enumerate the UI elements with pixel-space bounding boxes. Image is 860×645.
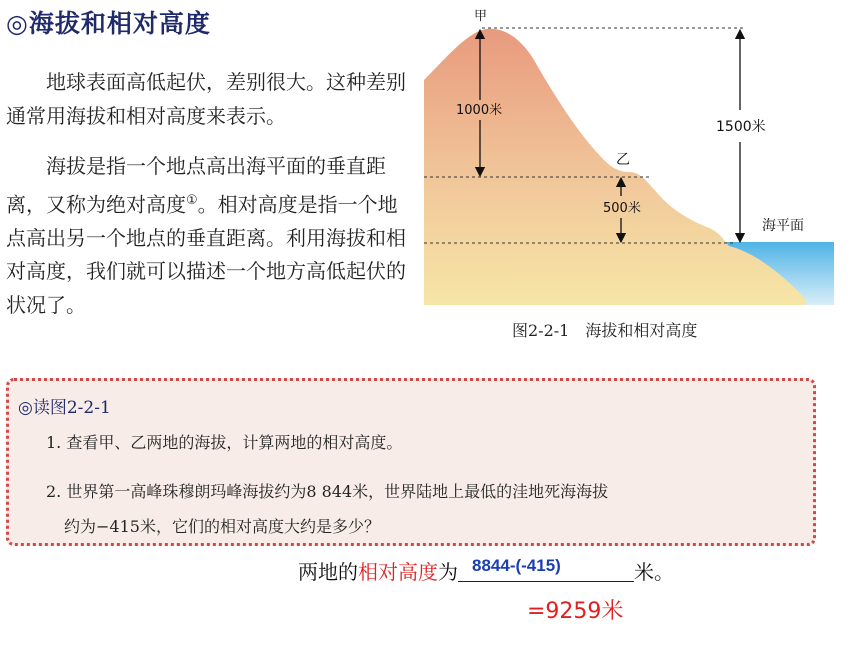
paragraph-1-text: 地球表面高低起伏，差别很大。这种差别通常用海拔和相对高度来表示。: [6, 70, 406, 128]
label-yi: 乙: [616, 152, 630, 168]
label-500: 500米: [603, 201, 641, 216]
footnote-mark: ①: [186, 192, 198, 208]
answer-sentence: [298, 556, 674, 585]
paragraph-1: [6, 66, 406, 133]
answer-suffix: 米。: [634, 560, 674, 584]
answer-blank[interactable]: [458, 556, 634, 582]
label-jia: 甲: [474, 9, 488, 24]
answer-blank-value: 8844-(-415): [472, 556, 561, 575]
paragraph-2-text-b: 。相对高度是指一个地点高出另一个地点的垂直距离。利用海拔和相对高度，我们就可以描述一个地方高低起伏的状况了。: [6, 192, 406, 317]
label-sea-level: 海平面: [762, 218, 804, 234]
answer-highlight: 相对高度: [358, 560, 438, 584]
altitude-diagram: [424, 0, 834, 305]
question-2-line-2: 约为−415米，它们的相对高度大约是多少？: [64, 517, 380, 536]
paragraph-2-text-a: 海拔是指一个地点高出海平面的垂直距离，又称为绝对高度: [6, 154, 386, 217]
section-title: ◎海拔和相对高度: [6, 9, 211, 38]
answer-result: =9259米: [527, 599, 624, 624]
answer-middle: 为: [438, 560, 458, 584]
mountain-shape: [424, 29, 806, 305]
figure-caption: 图2-2-1 海拔和相对高度: [512, 321, 698, 340]
question-2-line-1: 2. 世界第一高峰珠穆朗玛峰海拔约为8 844米，世界陆地上最低的洼地死海海拔: [46, 482, 609, 501]
question-1: 1. 查看甲、乙两地的海拔，计算两地的相对高度。: [46, 433, 403, 452]
paragraph-2: [6, 150, 406, 322]
reading-box-title: ◎读图2-2-1: [18, 398, 111, 418]
label-1500: 1500米: [716, 119, 766, 135]
answer-prefix: 两地的: [298, 560, 358, 584]
label-1000: 1000米: [456, 103, 503, 118]
